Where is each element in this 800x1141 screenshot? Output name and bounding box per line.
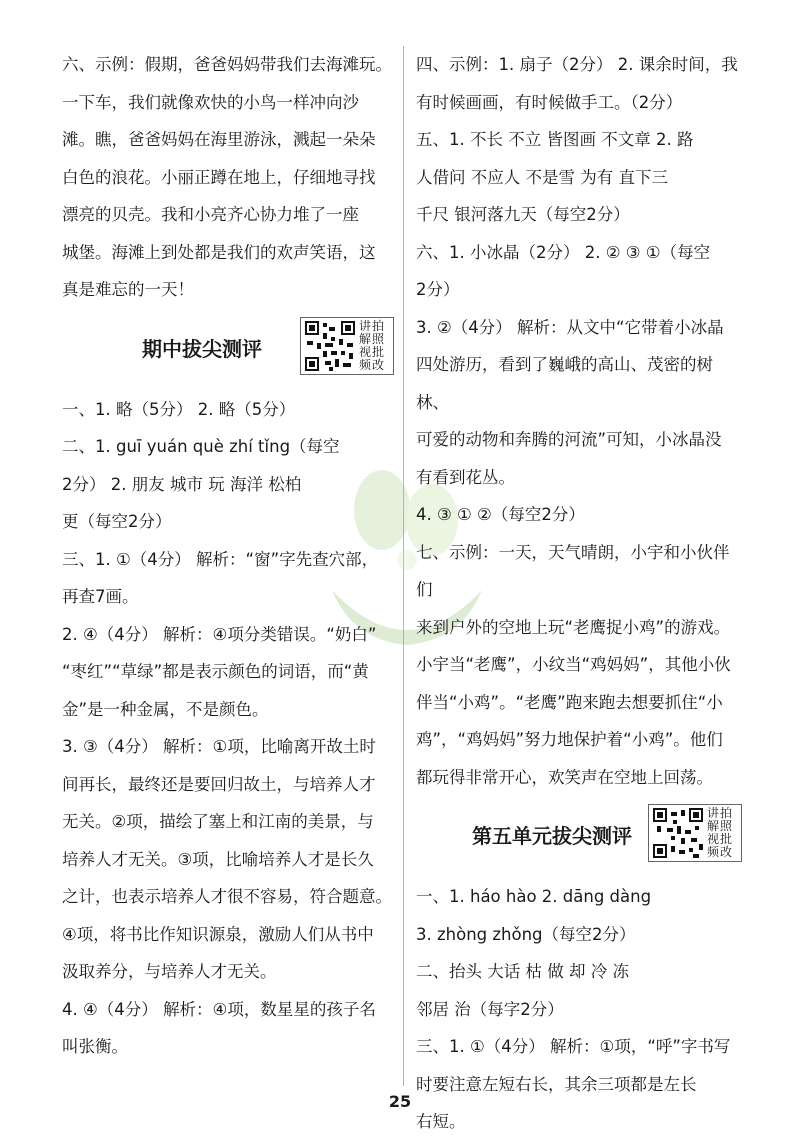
- text-line: 3. zhòng zhǒng（每空2分）: [416, 924, 636, 944]
- text-line: 右短。: [416, 1112, 466, 1131]
- text-line: 2. ④（4分） 解析：④项分类错误。“奶白”: [62, 624, 377, 644]
- text-line: 伴当“小鸡”。“老鹰”跑来跑去想要抓住“小: [416, 692, 723, 712]
- text-line: 都玩得非常开心，欢笑声在空地上回荡。: [416, 767, 713, 787]
- text-line: 一下车，我们就像欢快的小鸟一样冲向沙: [62, 92, 359, 112]
- text-line: 无关。②项，描绘了塞上和江南的美景，与: [62, 812, 374, 831]
- text-line: 三、1. ①（4分） 解析：“窗”字先查穴部，: [62, 549, 379, 569]
- page-number: 25: [388, 1092, 412, 1111]
- text-line: 之计，也表示培养人才很不容易，符合题意。: [62, 887, 392, 906]
- text-line: 金”是一种金属，不是颜色。: [62, 699, 269, 719]
- text-line: 四、示例：1. 扇子（2分） 2. 课余时间，我: [416, 55, 738, 74]
- midterm-section-header: [62, 317, 394, 387]
- text-line: 七、示例：一天，天气晴朗，小宇和小伙伴们: [416, 542, 730, 599]
- section-title: 期中拔尖测评: [142, 336, 262, 361]
- right-answers-top: [416, 46, 744, 796]
- text-line: “枣红”“草绿”都是表示颜色的词语，而“黄: [62, 662, 369, 681]
- text-line: 叫张衡。: [62, 1037, 128, 1056]
- text-line: 间再长，最终还是要回归故土，与培养人才: [62, 774, 376, 794]
- text-line: 一、1. háo hào 2. dāng dàng: [416, 887, 652, 906]
- text-line: ④项，将书比作知识源泉，激励人们从书中: [62, 924, 374, 944]
- text-line: 有时候画画，有时候做手工。（2分）: [416, 92, 683, 112]
- text-line: 2分）: [416, 280, 460, 299]
- text-line: 千尺 银河落九天（每空2分）: [416, 205, 630, 224]
- text-line: 3. ②（4分） 解析：从文中“它带着小冰晶: [416, 317, 724, 337]
- text-line: 白色的浪花。小丽正蹲在地上，仔细地寻找: [62, 167, 376, 187]
- text-line: 2分） 2. 朋友 城市 玩 海洋 松柏: [62, 474, 302, 494]
- text-line: 真是难忘的一天！: [62, 280, 194, 299]
- text-line: 来到户外的空地上玩“老鹰捉小鸡”的游戏。: [416, 617, 731, 637]
- text-line: 更（每空2分）: [62, 512, 172, 531]
- qr-label: 讲拍解照视批频改: [707, 806, 734, 859]
- text-line: 一、1. 略（5分） 2. 略（5分）: [62, 399, 296, 419]
- text-line: 3. ③（4分） 解析：①项，比喻离开故土时: [62, 737, 376, 756]
- text-line: 滩。瞧，爸爸妈妈在海里游泳，溅起一朵朵: [62, 130, 376, 149]
- text-line: 人借问 不应人 不是雪 为有 直下三: [416, 167, 668, 187]
- text-line: 六、示例：假期，爸爸妈妈带我们去海滩玩。: [62, 55, 392, 74]
- text-line: 小宇当“老鹰”，小纹当“鸡妈妈”，其他小伙: [416, 655, 731, 674]
- qr-label: 讲拍解照视批频改: [359, 318, 386, 372]
- qr-code-icon: [305, 321, 355, 371]
- text-line: 可爱的动物和奔腾的河流”可知，小冰晶没: [416, 430, 722, 449]
- text-line: 再查7画。: [62, 587, 139, 606]
- unit5-section-header: [416, 804, 744, 874]
- text-line: 五、1. 不长 不立 皆图画 不文章 2. 路: [416, 130, 694, 149]
- text-line: 二、1. guī yuán què zhí tǐng（每空: [62, 437, 340, 456]
- text-line: 六、1. 小冰晶（2分） 2. ② ③ ①（每空: [416, 242, 711, 262]
- essay-answer-block: [62, 46, 394, 309]
- text-line: 邻居 治（每字2分）: [416, 999, 564, 1019]
- text-line: 城堡。海滩上到处都是我们的欢声笑语，这: [62, 242, 376, 262]
- section-title: 第五单元拔尖测评: [472, 824, 632, 848]
- midterm-answers: [62, 391, 394, 1066]
- text-line: 漂亮的贝壳。我和小亮齐心协力堆了一座: [62, 205, 359, 224]
- text-line: 4. ③ ① ②（每空2分）: [416, 505, 585, 524]
- text-line: 时要注意左短右长，其余三项都是左长: [416, 1074, 697, 1094]
- text-line: 三、1. ①（4分） 解析：①项，“呼”字书写: [416, 1037, 731, 1056]
- text-line: 二、抬头 大话 枯 做 却 冷 冻: [416, 962, 629, 981]
- video-explanation-qr[interactable]: [648, 804, 742, 862]
- text-line: 四处游历，看到了巍峨的高山、茂密的树林、: [416, 355, 713, 412]
- text-line: 鸡”，“鸡妈妈”努力地保护着“小鸡”。他们: [416, 730, 723, 749]
- text-line: 4. ④（4分） 解析：④项，数星星的孩子名: [62, 999, 376, 1019]
- right-column: [416, 46, 744, 1141]
- text-line: 汲取养分，与培养人才无关。: [62, 962, 277, 981]
- text-line: 培养人才无关。③项，比喻培养人才是长久: [62, 849, 374, 869]
- video-explanation-qr[interactable]: [300, 317, 394, 375]
- text-line: 有看到花丛。: [416, 467, 515, 487]
- qr-code-icon: [653, 808, 703, 858]
- left-column: [62, 46, 394, 1066]
